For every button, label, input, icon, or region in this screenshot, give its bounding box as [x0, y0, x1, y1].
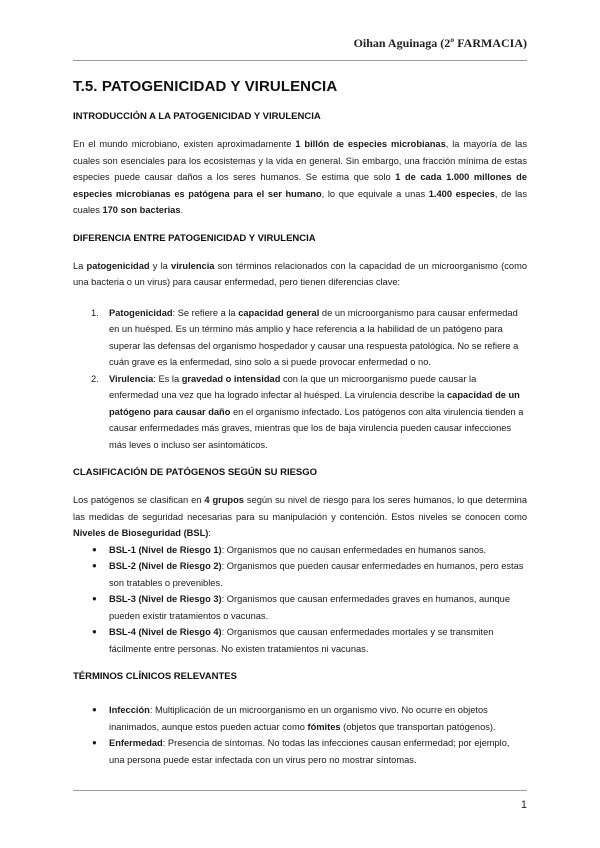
- list-item: 2. Virulencia: Es la gravedad o intensidad con la que un microorganismo puede causar la enfermedad una vez que ha logrado infectar al huésped. La virulencia describe la capacidad de un patógeno para causar daño en el organismo infectado. Los patógenos con alta virulencia tienden a causar enfermedades más graves, mientras que los de baja virulencia pueden causar infecciones más leves o incluso ser asintomáticos.: [73, 371, 527, 454]
- page-number: 1: [520, 799, 527, 811]
- clinical-terms-list: [73, 702, 527, 768]
- footer-rule: [73, 790, 527, 791]
- header-rule: [73, 60, 527, 61]
- list-item: ● Enfermedad: Presencia de síntomas. No todas las infecciones causan enfermedad; por ejemplo, una persona puede estar infectada con un virus pero no mostrar síntomas.: [73, 735, 527, 768]
- section-heading-clinical-terms: TÉRMINOS CLÍNICOS RELEVANTES: [73, 671, 237, 682]
- bsl-list: [73, 542, 527, 658]
- list-item: 1. Patogenicidad: Se refiere a la capacidad general de un microorganismo para causar enfermedad en un huésped. Es un término más amplio y hace referencia a la habilidad de un patógeno para superar las defensas del organismo hospedador y causar una respuesta patológica. No se refiere a cuán grave es la enfermedad, sino solo a si puede provocar enfermedad o no.: [73, 305, 527, 371]
- page-content: [73, 78, 527, 782]
- bullet-icon: ●: [92, 738, 97, 747]
- list-number: 1.: [91, 307, 99, 318]
- bullet-icon: ●: [92, 561, 97, 570]
- header-author: Oihan Aguinaga (2º FARMACIA): [353, 36, 527, 50]
- list-item: ● BSL-3 (Nivel de Riesgo 3): Organismos que causan enfermedades graves en humanos, aunque pueden existir tratamientos o vacunas.: [73, 591, 527, 624]
- classification-paragraph: Los patógenos se clasifican en 4 grupos según su nivel de riesgo para los seres humanos, lo que determina las medidas de seguridad necesarias para su manipulación y contención. Estos niveles se conocen como Niveles de Bioseguridad (BSL):: [73, 495, 527, 538]
- list-item: ● BSL-2 (Nivel de Riesgo 2): Organismos que pueden causar enfermedades en humanos, pero estas son tratables o prevenibles.: [73, 558, 527, 591]
- intro-paragraph: En el mundo microbiano, existen aproximadamente 1 billón de especies microbianas, la mayoría de las cuales son esenciales para los ecosistemas y la vida en general. Sin embargo, una fracción mínima de estas especies puede causar daños a los seres humanos. Se estima que solo 1 de cada 1.000 millones de especies microbianas es patógena para el ser humano, lo que equivale a unas 1.400 especies, de las cuales 170 son bacterias.: [73, 139, 527, 215]
- section-heading-intro: INTRODUCCIÓN A LA PATOGENICIDAD Y VIRULENCIA: [73, 111, 321, 122]
- bullet-icon: ●: [92, 705, 97, 714]
- bullet-icon: ●: [92, 627, 97, 636]
- list-item: ● Infección: Multiplicación de un microorganismo en un organismo vivo. No ocurre en objetos inanimados, aunque estos pueden actuar como fómites (objetos que transportan patógenos).: [73, 702, 527, 735]
- page-title: T.5. PATOGENICIDAD Y VIRULENCIA: [73, 78, 338, 95]
- list-item: ● BSL-4 (Nivel de Riesgo 4): Organismos que causan enfermedades mortales y se transmiten fácilmente entre personas. No existen tratamientos ni vacunas.: [73, 624, 527, 657]
- bullet-icon: ●: [92, 594, 97, 603]
- list-item: ● BSL-1 (Nivel de Riesgo 1): Organismos que no causan enfermedades en humanos sanos.: [73, 542, 527, 559]
- section-heading-classification: CLASIFICACIÓN DE PATÓGENOS SEGÚN SU RIESGO: [73, 467, 318, 478]
- section-heading-difference: DIFERENCIA ENTRE PATOGENICIDAD Y VIRULENCIA: [73, 232, 316, 244]
- list-number: 2.: [91, 373, 99, 384]
- difference-list: [73, 305, 527, 454]
- difference-paragraph: La patogenicidad y la virulencia son términos relacionados con la capacidad de un microorganismo (como una bacteria o un virus) para causar enfermedad, pero tienen diferencias clave:: [73, 260, 527, 287]
- bullet-icon: ●: [92, 544, 97, 554]
